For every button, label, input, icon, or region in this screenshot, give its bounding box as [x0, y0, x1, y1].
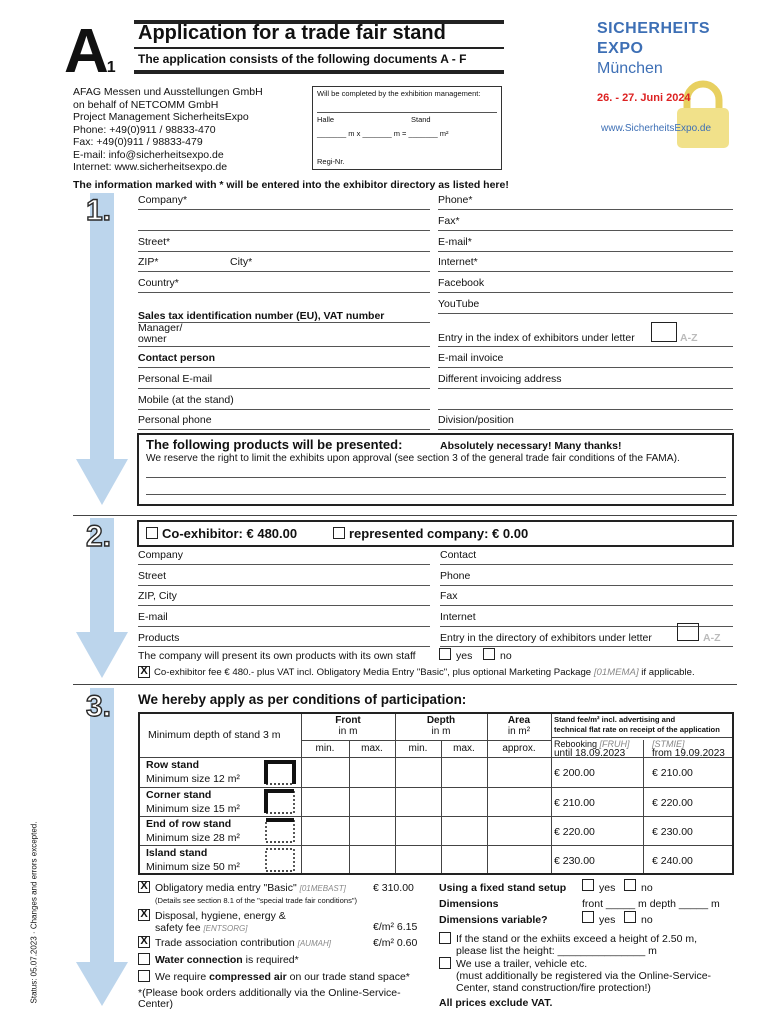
- expo-logo: [593, 18, 733, 148]
- s2-company-label: Company: [138, 549, 183, 561]
- index-entry-label: Entry in the index of exhibitors under letter: [438, 332, 635, 344]
- s2-products-line[interactable]: [138, 646, 430, 647]
- email-invoice-line[interactable]: [438, 367, 733, 368]
- logo-line3: München: [597, 60, 663, 77]
- fixed-setup-no-checkbox[interactable]: [624, 879, 636, 891]
- email-line[interactable]: [438, 251, 733, 252]
- s2-directory-label: Entry in the directory of exhibitors under letter: [440, 632, 652, 644]
- products-reserve-note: We reserve the right to limit the exhibits upon approval (see section 3 of the general trade fair conditions of the FAMA).: [146, 453, 680, 464]
- az-label: A-Z: [680, 332, 698, 344]
- row-stand-late-price: € 210.00: [652, 767, 693, 779]
- internet-line[interactable]: [438, 271, 733, 272]
- facebook-line[interactable]: [438, 292, 733, 293]
- directory-note: The information marked with * will be entered into the exhibitor directory as listed here!: [73, 179, 509, 191]
- front-max: max.: [361, 743, 383, 754]
- personal-phone-line[interactable]: [138, 429, 430, 430]
- col-line: [395, 714, 396, 873]
- stand-row-1[interactable]: Row stand Minimum size 12 m²: [146, 759, 240, 785]
- youtube-line[interactable]: [438, 313, 733, 314]
- index-letter-box[interactable]: [651, 322, 677, 342]
- association-price: €/m² 0.60: [373, 937, 418, 949]
- division-line[interactable]: [438, 429, 733, 430]
- padlock-icon: [673, 78, 733, 150]
- organizer-address: AFAG Messen und Ausstellungen GmbH on behalf of NETCOMM GmbH Project Management SicherheitsExpo Phone: +49(0)911 / 98833-470 Fax: +49(0)911 / 98833-479 E-mail: info@sicherheitsexpo.de Internet: www.sicherheitsexpo.de: [73, 86, 263, 173]
- country-line[interactable]: [138, 292, 430, 293]
- stand-table: [138, 712, 734, 875]
- stand-row-4[interactable]: Island stand Minimum size 50 m²: [146, 847, 240, 873]
- own-products-no-checkbox[interactable]: [483, 648, 495, 660]
- row-stand-icon: [264, 760, 296, 786]
- country-label: Country*: [138, 277, 179, 289]
- island-stand-late-price: € 240.00: [652, 855, 693, 867]
- different-invoice-label: Different invoicing address: [438, 373, 562, 385]
- end-row-stand-late-price: € 230.00: [652, 826, 693, 838]
- media-entry-price: € 310.00: [373, 882, 414, 894]
- dims-variable-yes-checkbox[interactable]: [582, 911, 594, 923]
- section3-title: We hereby apply as per conditions of participation:: [138, 692, 467, 707]
- row-line: [551, 737, 732, 738]
- hall-label: Halle: [317, 115, 335, 124]
- media-entry-label: Obligatory media entry "Basic" [01MEBAST]: [155, 882, 346, 894]
- row-stand-early-price: € 200.00: [554, 767, 595, 779]
- logo-url: www.SicherheitsExpo.de: [601, 123, 712, 134]
- dimensions-line[interactable]: front _____ m depth _____ m: [582, 898, 720, 910]
- fixed-setup-label: Using a fixed stand setup: [439, 882, 567, 894]
- height-label-1: If the stand or the exhiits exceed a height of 2.50 m,: [456, 933, 698, 945]
- personal-phone-label: Personal phone: [138, 414, 212, 426]
- front-min: min.: [315, 743, 335, 754]
- email-label: E-mail*: [438, 236, 472, 248]
- owner-label: owner: [138, 333, 167, 345]
- corner-stand-late-price: € 220.00: [652, 797, 693, 809]
- own-products-yes-checkbox[interactable]: [439, 648, 451, 660]
- media-entry-details: (Details see section 8.1 of the "special trade fair conditions"): [155, 896, 358, 905]
- products-line-1[interactable]: [146, 477, 726, 478]
- s2-products-label: Products: [138, 632, 180, 644]
- zip-line[interactable]: [138, 271, 430, 272]
- header-bar-bottom: [134, 70, 504, 74]
- page-title: Application for a trade fair stand: [138, 22, 446, 44]
- coexhibitor-checkbox[interactable]: [146, 527, 158, 539]
- depth-header: Depth in m: [426, 715, 456, 737]
- coexhibitor-fee-checkbox[interactable]: X: [138, 666, 150, 678]
- s2-fax-line[interactable]: [440, 605, 733, 606]
- header-bar-mid: [134, 47, 504, 49]
- fax-line[interactable]: [438, 230, 733, 231]
- island-stand-icon: [264, 847, 296, 873]
- fixed-setup-no-label: no: [641, 882, 653, 894]
- s2-directory-line: [440, 646, 733, 647]
- s2-company-line[interactable]: [138, 564, 430, 565]
- contact-person-line[interactable]: [138, 367, 430, 368]
- coexhibitor-fee-label: Co-exhibitor fee € 480.- plus VAT incl. Obligatory Media Entry "Basic", plus optional Marketing Package [01MEMA] if applicable.: [154, 667, 695, 678]
- s2-zip-city-label: ZIP, City: [138, 590, 177, 602]
- row-line: [301, 740, 551, 741]
- depth-min: min.: [408, 743, 428, 754]
- dims-variable-yes-label: yes: [599, 914, 616, 926]
- media-entry-checkbox[interactable]: X: [138, 881, 150, 893]
- dimensions-variable-label: Dimensions variable?: [439, 914, 548, 926]
- area-approx: approx.: [502, 743, 536, 754]
- section1-arrow: [76, 193, 128, 505]
- management-divider: [317, 112, 497, 113]
- disposal-label-1: Disposal, hygiene, energy &: [155, 910, 286, 922]
- section3-arrow: [76, 688, 128, 1006]
- fee-code: [01MEMA]: [593, 667, 639, 678]
- owner-line[interactable]: [138, 346, 430, 347]
- disposal-label-2: safety fee [ENTSORG]: [155, 922, 248, 934]
- email-invoice-label: E-mail invoice: [438, 352, 504, 364]
- fixed-setup-yes-label: yes: [599, 882, 616, 894]
- s2-email-label: E-mail: [138, 611, 168, 623]
- depth-max: max.: [453, 743, 475, 754]
- section2-number: 2.: [86, 520, 112, 553]
- end-of-row-stand-icon: [264, 818, 296, 844]
- col-line: [643, 740, 644, 873]
- stand-label: Stand: [411, 115, 431, 124]
- s2-internet-label: Internet: [440, 611, 476, 623]
- facebook-label: Facebook: [438, 277, 485, 289]
- section2-top-rule: [73, 515, 737, 516]
- zip-label: ZIP*: [138, 256, 159, 268]
- section3-number: 3.: [86, 690, 112, 723]
- s2-contact-line[interactable]: [440, 564, 733, 565]
- page-subtitle: The application consists of the following documents A - F: [138, 52, 467, 66]
- own-products-no-label: no: [500, 650, 512, 662]
- represented-checkbox[interactable]: [333, 527, 345, 539]
- different-invoice-line[interactable]: [438, 388, 733, 389]
- min-depth-label: Minimum depth of stand 3 m: [148, 729, 281, 741]
- personal-email-line[interactable]: [138, 388, 430, 389]
- s2-email-line[interactable]: [138, 626, 430, 627]
- dimensions-field[interactable]: _______ m x _______ m = _______ m²: [317, 129, 449, 138]
- section1-number: 1.: [86, 194, 112, 227]
- s2-street-line[interactable]: [138, 585, 430, 586]
- internet-label: Internet*: [438, 256, 478, 268]
- phone-label: Phone*: [438, 194, 473, 206]
- booking-note-1: *(Please book orders additionally via the Online-Service-: [138, 987, 401, 999]
- logo-line2: EXPO: [597, 40, 644, 57]
- fixed-setup-yes-checkbox[interactable]: [582, 879, 594, 891]
- side-status: Status: 05.07.2023 · Changes and errors excepted.: [29, 821, 39, 1004]
- s2-letter-box[interactable]: [677, 623, 699, 641]
- s2-fax-label: Fax: [440, 590, 458, 602]
- mobile-line[interactable]: [138, 409, 430, 410]
- s2-az-label: A-Z: [703, 632, 721, 644]
- trailer-label-1: We use a trailer, vehicle etc.: [456, 958, 588, 970]
- own-products-label: The company will present its own products with its own staff: [138, 650, 416, 662]
- dims-variable-no-checkbox[interactable]: [624, 911, 636, 923]
- stand-row-2[interactable]: Corner stand Minimum size 15 m²: [146, 789, 240, 815]
- end-row-stand-early-price: € 220.00: [554, 826, 595, 838]
- youtube-label: YouTube: [438, 298, 480, 310]
- trailer-label-2: (must additionally be registered via the Online-Service-: [456, 970, 712, 982]
- contact-person-label: Contact person: [138, 352, 216, 364]
- invoice-address-line-2[interactable]: [438, 409, 733, 410]
- division-label: Division/position: [438, 414, 514, 426]
- vat-label: Sales tax identification number (EU), VAT number: [138, 310, 385, 322]
- disposal-checkbox[interactable]: X: [138, 909, 150, 921]
- fee-header: Stand fee/m² incl. advertising and technical flat rate on receipt of the application: [554, 715, 720, 734]
- management-box: [312, 86, 502, 170]
- street-line[interactable]: [138, 251, 430, 252]
- mobile-label: Mobile (at the stand): [138, 394, 234, 406]
- compressed-air-label: We require compressed air on our trade stand space*: [155, 971, 410, 983]
- disposal-price: €/m² 6.15: [373, 921, 418, 933]
- water-label: Water connection is required*: [155, 954, 299, 966]
- rebooking-header: Rebooking [FRUH] until 18.09.2023: [554, 739, 630, 759]
- association-checkbox[interactable]: X: [138, 936, 150, 948]
- s2-contact-label: Contact: [440, 549, 477, 561]
- association-label: Trade association contribution [AUMAH]: [155, 937, 331, 949]
- prices-note: All prices exclude VAT.: [439, 997, 553, 1009]
- products-line-2[interactable]: [146, 494, 726, 495]
- regi-label: Regi-Nr.: [317, 157, 345, 166]
- stand-row-3[interactable]: End of row stand Minimum size 28 m²: [146, 818, 240, 844]
- island-stand-early-price: € 230.00: [554, 855, 595, 867]
- s2-zip-city-line[interactable]: [138, 605, 430, 606]
- trailer-label-3: Center, stand construction/fire protection!): [456, 982, 651, 994]
- corner-stand-icon: [264, 789, 296, 815]
- s2-street-label: Street: [138, 570, 167, 582]
- trailer-checkbox[interactable]: [439, 957, 451, 969]
- dims-variable-no-label: no: [641, 914, 653, 926]
- manager-label: Manager/: [138, 322, 183, 334]
- section3-top-rule: [73, 684, 737, 685]
- own-products-yes-label: yes: [456, 650, 473, 662]
- col-line: [441, 740, 442, 873]
- index-line: [438, 346, 733, 347]
- water-checkbox[interactable]: [138, 953, 150, 965]
- height-label-2[interactable]: please list the height: _______________ m: [456, 945, 657, 957]
- s2-phone-label: Phone: [440, 570, 471, 582]
- personal-email-label: Personal E-mail: [138, 373, 213, 385]
- stmie-header: [STMIE] from 19.09.2023: [652, 739, 725, 759]
- compressed-air-checkbox[interactable]: [138, 970, 150, 982]
- logo-dates: 26. - 27. Juni 2024: [597, 92, 691, 104]
- s2-phone-line[interactable]: [440, 585, 733, 586]
- street-label: Street*: [138, 236, 171, 248]
- phone-line[interactable]: [438, 209, 733, 210]
- management-note: Will be completed by the exhibition management:: [317, 89, 481, 98]
- products-title: The following products will be presented:: [146, 437, 403, 452]
- col-line: [301, 714, 302, 873]
- booking-note-2: Center): [138, 998, 174, 1010]
- fax-label: Fax*: [438, 215, 460, 227]
- front-header: Front in m: [335, 715, 361, 737]
- coexhibitor-label: Co-exhibitor: € 480.00: [162, 526, 298, 541]
- company-line[interactable]: [138, 209, 430, 210]
- area-header: Area in m²: [507, 715, 531, 737]
- products-note: Absolutely necessary! Many thanks!: [440, 440, 622, 452]
- col-line: [487, 714, 488, 873]
- company-line-2[interactable]: [138, 230, 430, 231]
- col-line: [349, 740, 350, 873]
- company-label: Company*: [138, 194, 188, 206]
- represented-label: represented company: € 0.00: [349, 526, 529, 541]
- height-checkbox[interactable]: [439, 932, 451, 944]
- city-label: City*: [230, 256, 253, 268]
- corner-stand-early-price: € 210.00: [554, 797, 595, 809]
- dimensions-label: Dimensions: [439, 898, 499, 910]
- logo-line1: SICHERHEITS: [597, 20, 711, 37]
- header-letter: A1: [64, 17, 114, 86]
